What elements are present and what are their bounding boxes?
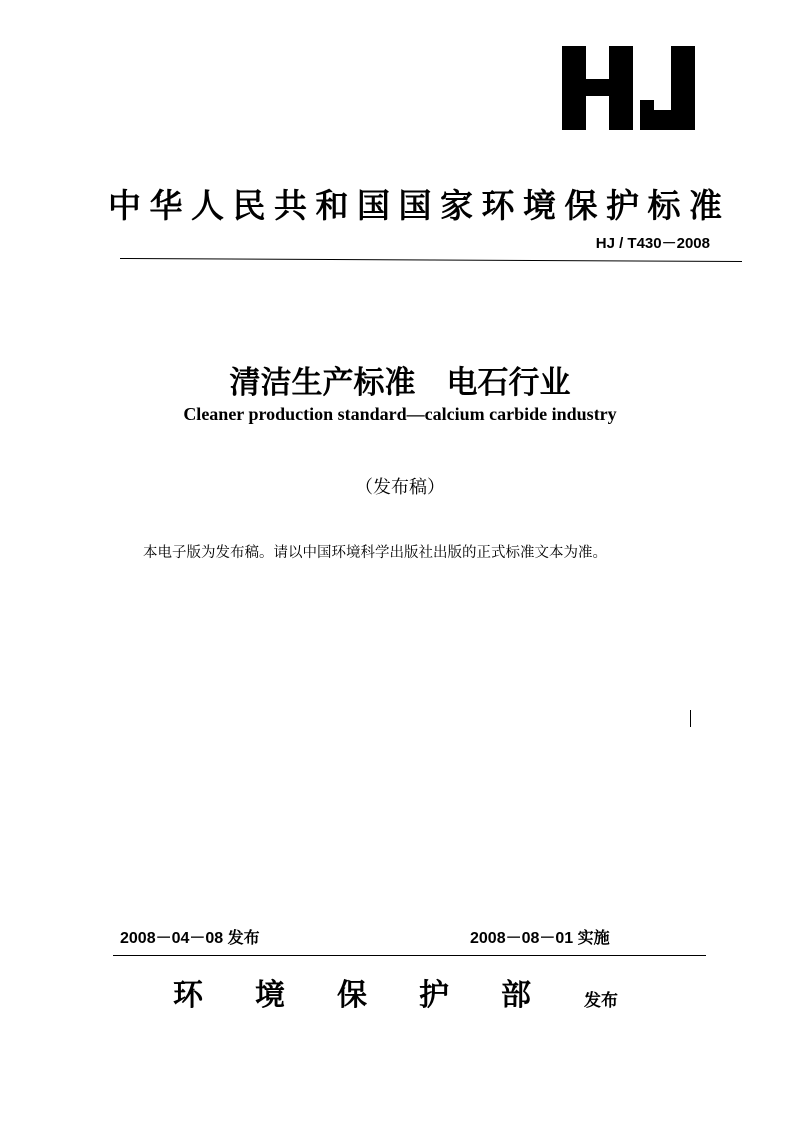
standard-code: HJ / T430－2008 bbox=[595, 235, 710, 252]
document-title-cn: 清洁生产标准 电石行业 bbox=[229, 365, 571, 401]
footer-divider bbox=[113, 955, 706, 956]
header-divider bbox=[120, 258, 742, 262]
issuing-suffix: 发布 bbox=[584, 991, 618, 1011]
release-date: 2008－04－08 发布 bbox=[120, 930, 260, 947]
hj-logo bbox=[556, 36, 706, 136]
text-cursor bbox=[690, 710, 691, 727]
draft-label: （发布稿） bbox=[355, 477, 445, 498]
document-title-en: Cleaner production standard—calcium carbide industry bbox=[183, 404, 617, 424]
issuing-authority: 环境保护部 bbox=[173, 978, 583, 1013]
edition-notice: 本电子版为发布稿。请以中国环境科学出版社出版的正式标准文本为准。 bbox=[143, 545, 607, 561]
effective-date: 2008－08－01 实施 bbox=[470, 930, 610, 947]
standard-category-title: 中华人民共和国国家环境保护标准 bbox=[108, 186, 731, 225]
